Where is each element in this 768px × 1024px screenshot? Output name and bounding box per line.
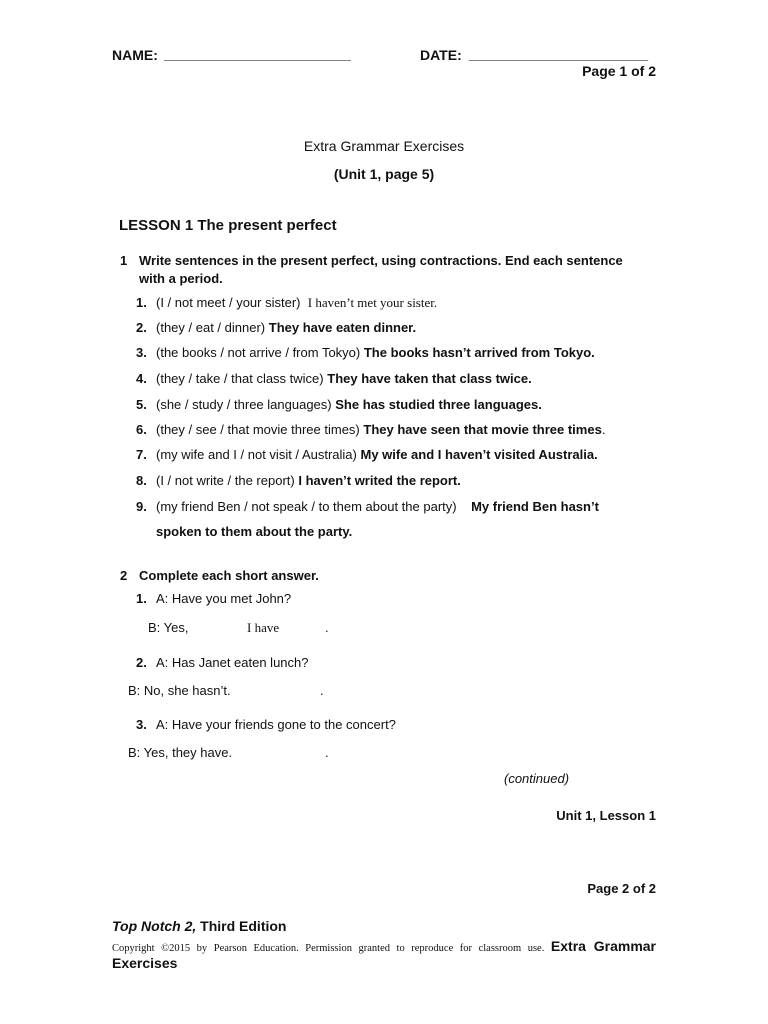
- item-number: 3.: [136, 345, 147, 360]
- name-label: NAME:: [112, 47, 158, 63]
- item-prompt: (they / eat / dinner): [156, 320, 266, 335]
- question-text: A: Have your friends gone to the concert?: [156, 717, 396, 732]
- item-answer: She has studied three languages.: [335, 397, 542, 412]
- item-answer: My wife and I haven’t visited Australia.: [360, 447, 598, 462]
- item-answer: I haven’t writed the report.: [298, 473, 461, 488]
- exercise-2-number: 2: [120, 568, 128, 583]
- item-prompt: (my wife and I / not visit / Australia): [156, 447, 357, 462]
- item-number: 1.: [136, 591, 147, 606]
- page-number-2: Page 2 of 2: [587, 881, 656, 896]
- book-edition: Third Edition: [196, 918, 287, 934]
- ex1-item-3: [136, 345, 595, 360]
- item-number: 9.: [136, 499, 147, 514]
- item-number: 1.: [136, 295, 147, 310]
- ex2-item-3-end: .: [325, 745, 329, 760]
- copyright-line: [112, 938, 656, 954]
- exercise-1-instruction-cont: with a period.: [139, 271, 223, 286]
- ex1-item-9: [136, 499, 599, 514]
- continued-note: (continued): [504, 771, 570, 786]
- ex1-item-9-answer-cont: spoken to them about the party.: [156, 524, 353, 539]
- ex1-item-7: [136, 447, 598, 462]
- item-answer: They have taken that class twice.: [327, 371, 532, 386]
- lesson-title: LESSON 1 The present perfect: [119, 217, 337, 234]
- item-number: 3.: [136, 717, 147, 732]
- ex1-item-2: [136, 320, 416, 335]
- item-prompt: (she / study / three languages): [156, 397, 332, 412]
- ex1-item-6: [136, 422, 605, 437]
- footer-exercises: Exercises: [112, 955, 178, 971]
- unit-lesson-label: Unit 1, Lesson 1: [556, 808, 656, 823]
- ex2-item-1-reply: B: Yes,: [148, 620, 189, 635]
- footer-extra-grammar: Extra Grammar: [550, 938, 657, 954]
- item-number: 2.: [136, 655, 147, 670]
- item-answer: I haven’t met your sister.: [307, 295, 438, 310]
- exercise-1-instruction: Write sentences in the present perfect, using contractions. End each sentence: [139, 253, 623, 268]
- item-answer: The books hasn’t arrived from Tokyo.: [363, 345, 595, 360]
- item-number: 4.: [136, 371, 147, 386]
- item-number: 7.: [136, 447, 147, 462]
- ex2-item-1-question: [136, 591, 291, 606]
- item-number: 2.: [136, 320, 147, 335]
- item-prompt: (they / take / that class twice): [156, 371, 324, 386]
- copyright-text: Copyright ©2015 by Pearson Education. Permission granted to reproduce for classroom use.: [112, 943, 545, 954]
- item-prompt: (I / not meet / your sister): [156, 295, 301, 310]
- item-trailing-period: .: [601, 422, 606, 437]
- book-name: Top Notch 2,: [112, 918, 197, 934]
- date-label: DATE:: [420, 47, 462, 63]
- date-blank: _______________________: [469, 46, 649, 62]
- page-number: Page 1 of 2: [582, 63, 656, 79]
- item-prompt: (the books / not arrive / from Tokyo): [156, 345, 361, 360]
- item-answer: They have eaten dinner.: [268, 320, 417, 335]
- item-answer: My friend Ben hasn’t: [471, 499, 599, 514]
- ex2-item-2-question: [136, 655, 309, 670]
- item-prompt: (my friend Ben / not speak / to them about the party): [156, 499, 457, 514]
- worksheet-subtitle: (Unit 1, page 5): [333, 166, 435, 182]
- item-number: 5.: [136, 397, 147, 412]
- item-number: 6.: [136, 422, 147, 437]
- ex2-item-1-end: .: [325, 620, 329, 635]
- item-number: 8.: [136, 473, 147, 488]
- ex1-item-4: [136, 371, 532, 386]
- worksheet-title: Extra Grammar Exercises: [303, 138, 465, 154]
- ex2-item-1-answer: I have: [247, 620, 280, 635]
- ex2-item-3-question: [136, 717, 396, 732]
- ex2-item-2-reply: B: No, she hasn’t.: [128, 683, 231, 698]
- question-text: A: Has Janet eaten lunch?: [156, 655, 309, 670]
- ex1-item-5: [136, 397, 542, 412]
- book-title: [112, 918, 286, 934]
- ex1-item-8: [136, 473, 461, 488]
- ex1-item-1: [136, 295, 437, 311]
- ex2-item-3-reply: B: Yes, they have.: [128, 745, 233, 760]
- item-answer: They have seen that movie three times: [363, 422, 602, 437]
- question-text: A: Have you met John?: [156, 591, 292, 606]
- ex2-item-2-end: .: [320, 683, 324, 698]
- item-prompt: (they / see / that movie three times): [156, 422, 360, 437]
- exercise-1-number: 1: [120, 253, 128, 268]
- item-prompt: (I / not write / the report): [156, 473, 295, 488]
- exercise-2-instruction: Complete each short answer.: [139, 568, 319, 583]
- name-blank: ________________________: [164, 46, 351, 62]
